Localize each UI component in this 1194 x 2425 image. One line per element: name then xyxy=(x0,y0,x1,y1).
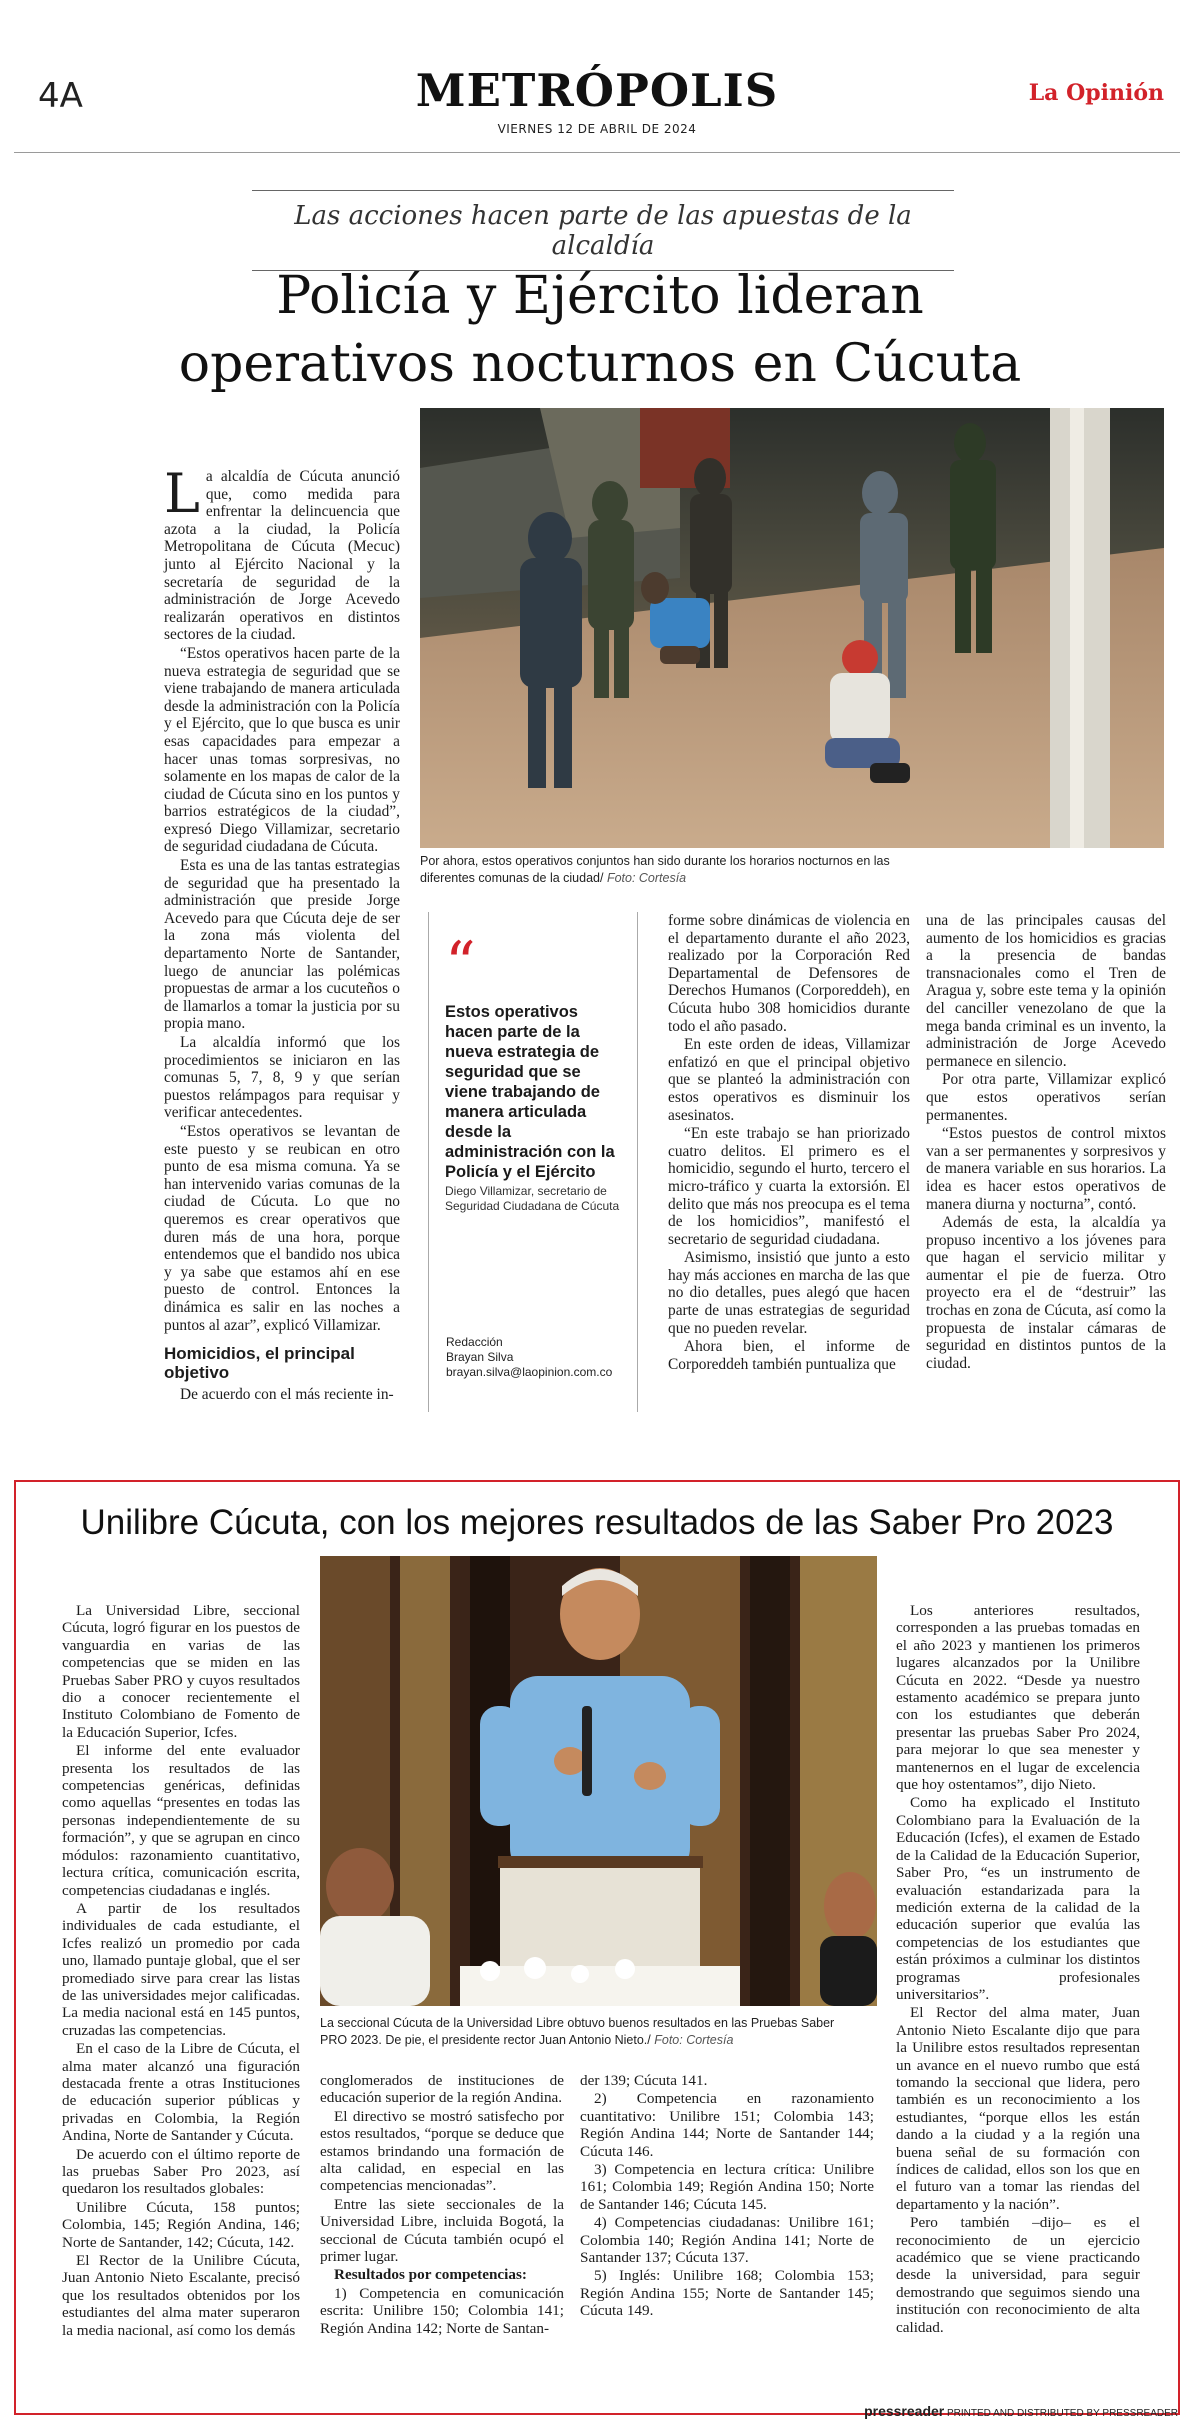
story1-paragraph: “Estos operativos se levantan de este puesto y se reubican en otro punto de esa misma comuna. Ya se han intervenido varias comunas de la ciudad de Cúcuta. Lo que no queremos es crear operativos que duren más de una hora, porque entendemos que el bandido nos ubica y ya sabe que estamos ahí en ese puesto de control. Entonces la dinámica es salir en las noches a puntos al azar”, explicó Villamizar. xyxy=(164,1122,400,1334)
story1-lead-paragraph: La alcaldía de Cúcuta anunció que, como medida para enfrentar la delincuencia que azota a la ciudad, la Policía Metropolitana de Cúcuta (Mecuc) junto al Ejército Nacional y la secretaría de seguridad de la administración de Jorge Acevedo realizarán operativos en distintos sectores de la ciudad. xyxy=(164,462,400,644)
story2-headline: Unilibre Cúcuta, con los mejores resultados de las Saber Pro 2023 xyxy=(80,1503,1114,1542)
quote-mark-icon: “ xyxy=(445,929,476,999)
story1-column-3 xyxy=(668,912,910,1374)
byline-name: Brayan Silva xyxy=(446,1350,514,1364)
story2-column-4 xyxy=(896,1602,1140,2337)
story2-column-2 xyxy=(320,2072,564,2338)
story1-photo xyxy=(420,408,1164,848)
masthead xyxy=(0,0,1194,160)
story2-paragraph: conglomerados de instituciones de educación superior de la región Andina. xyxy=(320,2072,564,2107)
story2-paragraph: Unilibre Cúcuta, 158 puntos; Colombia, 145; Región Andina, 146; Norte de Santander, 142; Cúcuta, 142. xyxy=(62,2198,300,2251)
story2-paragraph: Como ha explicado el Instituto Colombiano para la Evaluación de la Educación (Icfes), el examen de Estado de la Calidad de la Educación Superior, Saber Pro, “es un instrumento de evaluación estandarizada para la medición externa de la calidad de la educación superior que evalúa las competencias de los estudiantes que están próximos a culminar los distintos programas profesionales universitarios”. xyxy=(896,1794,1140,2003)
story1-column-4 xyxy=(926,912,1166,1373)
pressreader-note: PRINTED AND DISTRIBUTED BY PRESSREADER xyxy=(947,2408,1178,2419)
masthead-divider xyxy=(14,152,1180,153)
result-item: 4) Competencias ciudadanas: Unilibre 161; Colombia 140; Región Andina 141; Norte de Santander 137; Cúcuta 137. xyxy=(580,2214,874,2267)
story2-paragraph: Pero también –dijo– es el reconocimiento de un ejercicio académico que se viene practicando desde la universidad, para seguir demostrando que seguimos siendo una institución con reconocimiento de alta calidad. xyxy=(896,2214,1140,2336)
story1-paragraph: De acuerdo con el más reciente in- xyxy=(180,1386,394,1404)
drop-cap: L xyxy=(164,462,200,525)
story2-paragraph: A partir de los resultados individuales de cada estudiante, el Icfes realizó un promedio por cada uno, llamado puntaje global, que el ser promediado sirve para crear las listas de las universidades mejor calificadas. La media nacional está en 145 puntos, cruzadas las competencias. xyxy=(62,1899,300,2039)
story2-column-1 xyxy=(62,1602,300,2340)
photo-credit: Foto: Cortesía xyxy=(606,871,687,885)
story1-subhead: Homicidios, el principal objetivo xyxy=(164,1344,355,1383)
story2-paragraph: El Rector del alma mater, Juan Antonio Nieto Escalante dijo que para la Unilibre estos resultados representan un avance en el nuevo rumbo que está tomando la seccional que lidera, pero también es un reconocimiento a los estudiantes, “porque ellos les están dando a la ciudad y a la región una buena señal de su formación con índices de calidad, ellos son los que en el futuro van a tomar las riendas del departamento y la nación”. xyxy=(896,2004,1140,2213)
story1-paragraph: Por otra parte, Villamizar explicó que estos operativos serían permanentes. xyxy=(926,1071,1166,1124)
story1-headline: Policía y Ejército lideran operativos nocturnos en Cúcuta xyxy=(178,266,1022,394)
pull-quote-author: Diego Villamizar, secretario de Seguridad Ciudadana de Cúcuta xyxy=(445,1184,620,1213)
story2-photo xyxy=(320,1556,877,2006)
story1-photo-caption: Por ahora, estos operativos conjuntos han sido durante los horarios nocturnos en las diferentes comunas de la ciudad/ Foto: Cortesía xyxy=(420,854,890,885)
byline-email[interactable]: brayan.silva@laopinion.com.co xyxy=(446,1365,613,1379)
photo-credit: Foto: Cortesía xyxy=(654,2033,734,2047)
story1-paragraph: “Estos puestos de control mixtos van a ser permanentes y sorpresivos y de manera variable en sus horarios. La idea es hacer estos operativos de manera diurna y nocturna”, contó. xyxy=(926,1125,1166,1213)
result-item: 5) Inglés: Unilibre 168; Colombia 153; Región Andina 155; Norte de Santander 145; Cúcuta 149. xyxy=(580,2267,874,2320)
story1-paragraph: Ahora bien, el informe de Corporeddeh también puntualiza que xyxy=(668,1338,910,1373)
result-item: 1) Competencia en comunicación escrita: Unilibre 150; Colombia 141; Región Andina 142; Norte de Santan- xyxy=(320,2284,564,2337)
story2-photo-caption: La seccional Cúcuta de la Universidad Libre obtuvo buenos resultados en las Pruebas Saber PRO 2023. De pie, el presidente rector Juan Antonio Nieto./ Foto: Cortesía xyxy=(320,2016,835,2047)
story1-paragraph: Además de esta, la alcaldía ya propuso incentivo a los jóvenes para que hagan el servicio militar y aumentar el pie de fuerza. Otro proyecto era el de “destruir” las trochas en zona de Cúcuta, así como la propuesta de instalar cámaras de seguridad en distintos puntos de la ciudad. xyxy=(926,1214,1166,1372)
story2-paragraph: La Universidad Libre, seccional Cúcuta, logró figurar en los puestos de vanguardia en varias de las competencias que se miden en las Pruebas Saber PRO y cuyos resultados dio a conocer recientemente el Instituto Colombiano de Fomento de la Educación Superior, Icfes. xyxy=(62,1602,300,1741)
story1-kicker: Las acciones hacen parte de las apuestas de la alcaldía xyxy=(294,201,912,261)
pressreader-logo: pressreader xyxy=(864,2403,945,2419)
story2-paragraph: De acuerdo con el último reporte de las pruebas Saber Pro 2023, así quedaron los resultados globales: xyxy=(62,2145,300,2198)
page-number: 4A xyxy=(38,76,83,116)
story1-column-1 xyxy=(164,462,400,1405)
story1-paragraph: Asimismo, insistió que junto a esto hay más acciones en marcha de las que no dio detalles, pues alegó que hacen parte de unas estrategias de seguridad que no pueden revelar. xyxy=(668,1249,910,1337)
story2-column-3 xyxy=(580,2072,874,2321)
story1-paragraph: “Estos operativos hacen parte de la nueva estrategia de seguridad que se viene trabajando de manera articulada desde la administración con la Policía y el Ejército, que lo que busca es unir esas capacidades para empezar a hacer unas tomas sorpresivas, no solamente en los mapas de calor de la ciudad de Cúcuta sino en los puntos y barrios estratégicos de la ciudad”, expresó Diego Villamizar, secretario de seguridad ciudadana de Cúcuta. xyxy=(164,644,400,856)
story2-paragraph: El informe del ente evaluador presenta los resultados de las competencias genéricas, definidas como aquellas “presentes en todas las personas independientemente de su formación”, y que se agrupan en cinco módulos: razonamiento cuantitativo, lectura crítica, comunicación escrita, competencias ciudadanas e inglés. xyxy=(62,1742,300,1899)
byline xyxy=(446,1335,612,1380)
story1-paragraph: En este orden de ideas, Villamizar enfatizó en que el principal objetivo que se planteó la administración con estos operativos es disminuir los asesinatos. xyxy=(668,1036,910,1124)
pressreader-footer xyxy=(864,2403,1178,2419)
rector-photo-illustration xyxy=(320,1556,877,2006)
pull-quote-text: Estos operativos hacen parte de la nueva estrategia de seguridad que se viene trabajando de manera articulada desde la administración con la Policía y el Ejército xyxy=(445,1003,615,1181)
story1-kicker-box xyxy=(252,190,954,271)
section-title: METRÓPOLIS xyxy=(415,64,779,117)
story2-paragraph: Entre las siete seccionales de la Universidad Libre, incluida Bogotá, la seccional de Cúcuta también ocupó el primer lugar. xyxy=(320,2195,564,2266)
result-item: der 139; Cúcuta 141. xyxy=(580,2072,708,2089)
result-item: 2) Competencia en razonamiento cuantitativo: Unilibre 151; Colombia 143; Región Andina 144; Norte de Santander 144; Cúcuta 146. xyxy=(580,2090,874,2160)
story1-paragraph: forme sobre dinámicas de violencia en el departamento durante el año 2023, realizado por la Corporación Red Departamental de Defensores de Derechos Humanos (Corporeddeh), en Cúcuta hubo 308 homicidios durante todo el año pasado. xyxy=(668,912,910,1035)
byline-label: Redacción xyxy=(446,1335,503,1349)
newspaper-logo: La Opinión xyxy=(1028,80,1164,106)
story2-paragraph: En el caso de la Libre de Cúcuta, el alma mater alcanzó una figuración destacada frente a otras Instituciones de educación superior públicas y privadas en Colombia, la Región Andina, Norte de Santander y Cúcuta. xyxy=(62,2040,300,2145)
result-item: 3) Competencia en lectura crítica: Unilibre 161; Colombia 149; Región Andina 150; Norte de Santander 146; Cúcuta 145. xyxy=(580,2161,874,2213)
story2-paragraph: Los anteriores resultados, corresponden a las pruebas tomadas en el año 2023 y mantienen los primeros lugares alcanzados por la Unilibre Cúcuta en 2022. “Desde ya nuestro estamento académico se prepara junto con los estudiantes que deberán presentar las pruebas Saber Pro 2024, para mejorar lo que sea menester y mantenernos en el lugar de excelencia que hoy ostentamos”, dijo Nieto. xyxy=(896,1602,1140,1794)
story2-paragraph: El Rector de la Unilibre Cúcuta, Juan Antonio Nieto Escalante, precisó que los resultados obtenidos por los estudiantes del alma mater superaron la media nacional, así como los demás xyxy=(62,2252,300,2339)
story1-paragraph: “En este trabajo se han priorizado cuatro delitos. El primero es el homicidio, segundo el hurto, tercero el micro-tráfico y cuarta la extorsión. El delito que más nos preocupa es el tema de los homicidios”, manifestó el secretario de seguridad ciudadana. xyxy=(668,1125,910,1248)
results-title: Resultados por competencias: xyxy=(334,2266,527,2284)
operativo-photo-illustration xyxy=(420,408,1164,848)
issue-date: VIERNES 12 DE ABRIL DE 2024 xyxy=(497,122,697,136)
story2-paragraph: El directivo se mostró satisfecho por estos resultados, “porque se deduce que estamos brindando una formación de alta calidad, en especial en las competencias mencionadas”. xyxy=(320,2107,564,2195)
story1-paragraph: La alcaldía informó que los procedimientos se iniciaron en las comunas 5, 7, 8, 9 y que serían puestos relámpagos para requisar y verificar antecedentes. xyxy=(164,1034,400,1122)
story1-paragraph: una de las principales causas del aumento de los homicidios es gracias a la presencia de bandas transnacionales como el Tren de Aragua y, sobre este tema y la opinión del canciller venezolano de que la mega banda criminal es un invento, la administración de Jorge Acevedo permanece en silencio. xyxy=(926,912,1166,1070)
story1-paragraph: Esta es una de las tantas estrategias de seguridad que ha presentado la administración que preside Jorge Acevedo para que Cúcuta deje de ser la zona más violenta del departamento Norte de Santander, luego de anunciar las polémicas propuestas de armar a los cucuteños o de llamarlos a tomar la justicia por su propia mano. xyxy=(164,857,400,1033)
